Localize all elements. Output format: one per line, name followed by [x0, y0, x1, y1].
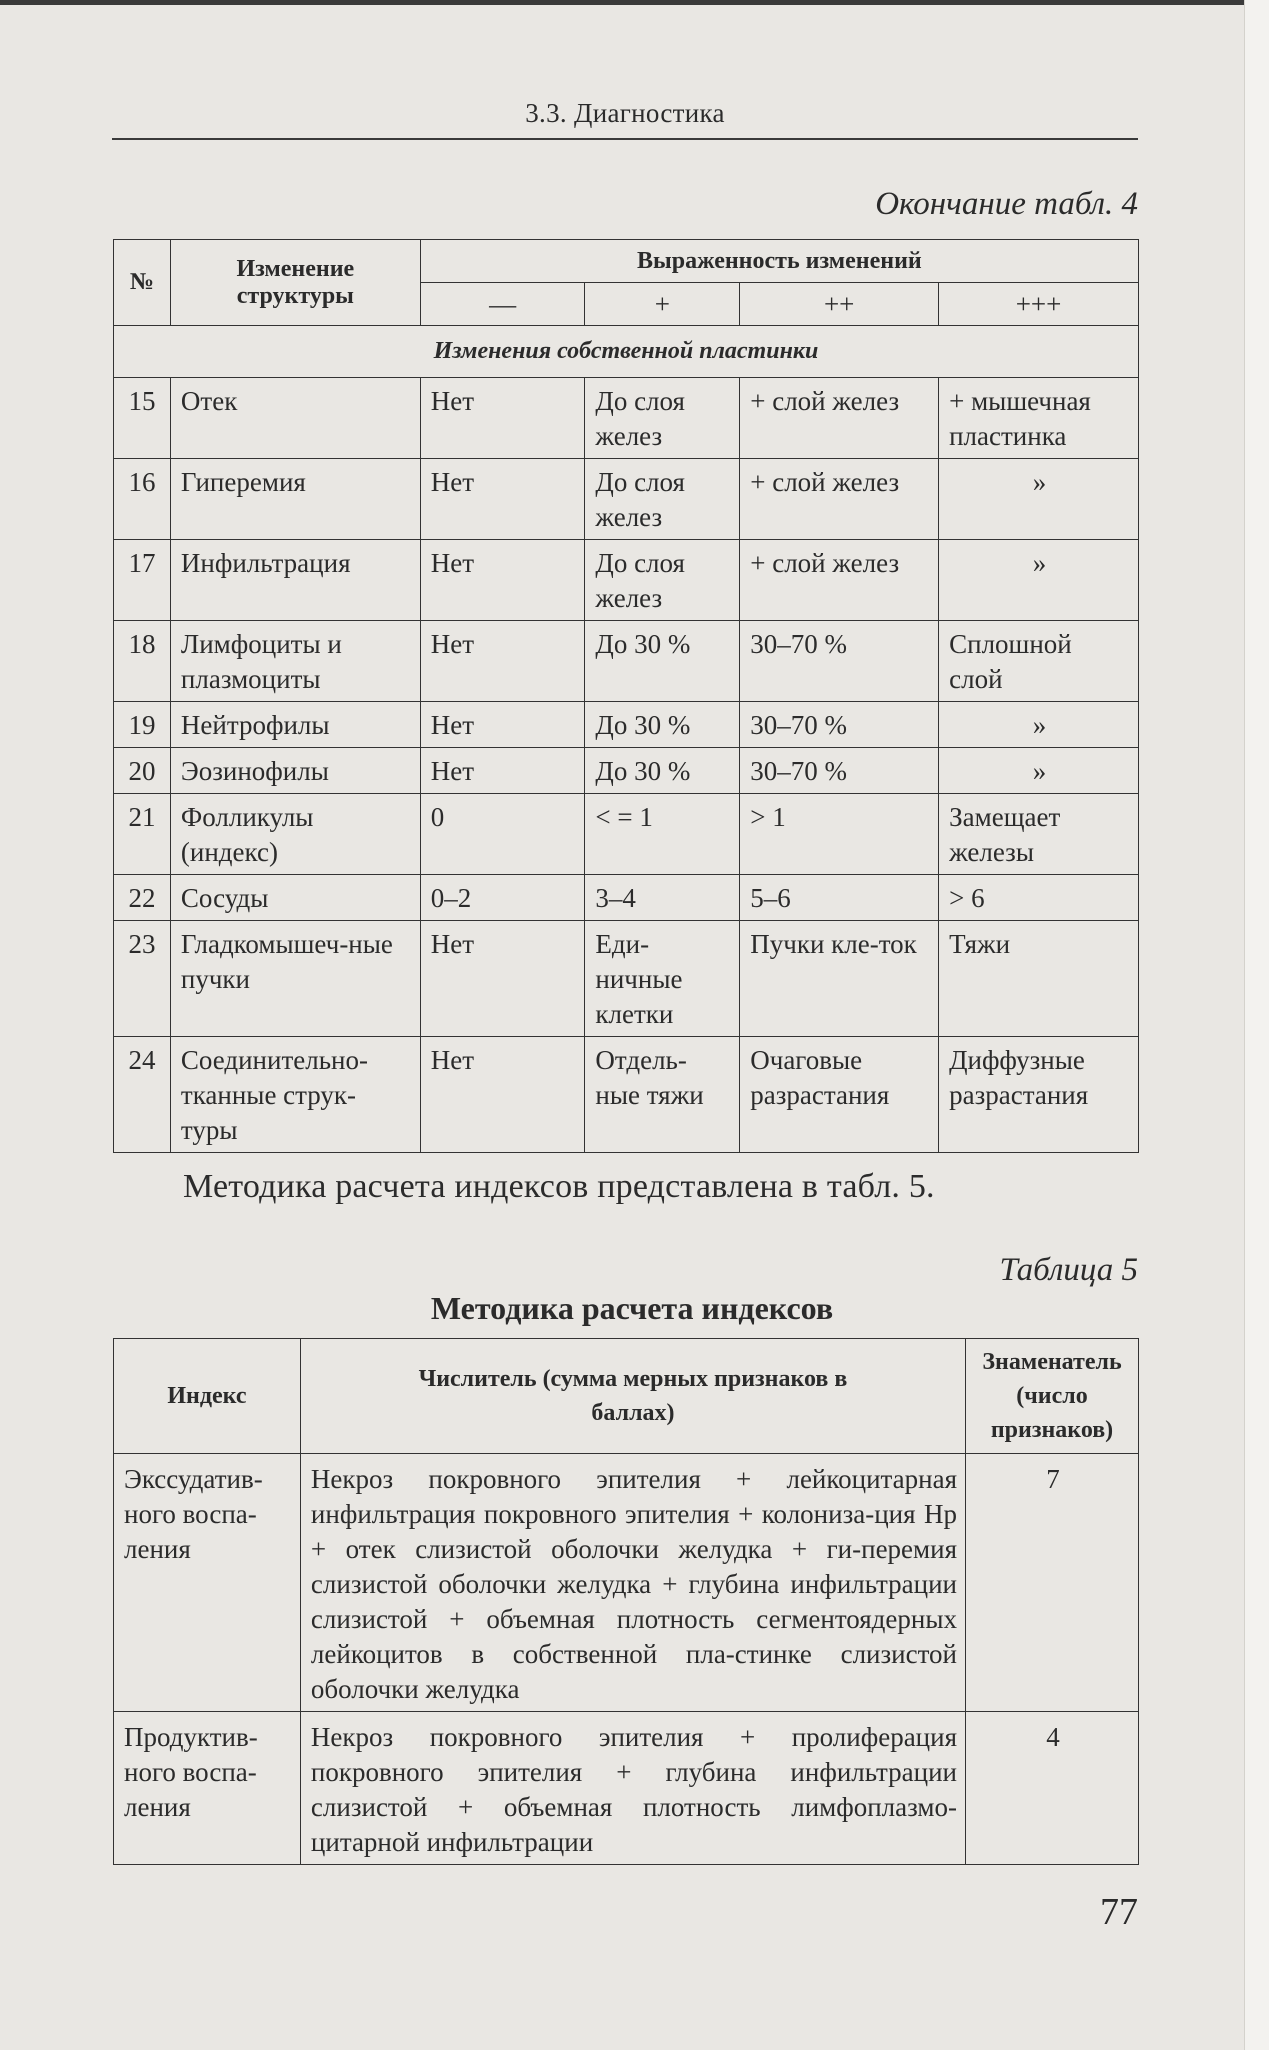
row-structure: Гладкомышеч-ные пучки: [170, 921, 420, 1037]
scan-top-edge: [0, 0, 1269, 5]
table-row: [114, 794, 1139, 875]
row-structure: Нейтрофилы: [170, 702, 420, 748]
row-number: 16: [114, 459, 171, 540]
row-cell-plus2: 30–70 %: [740, 621, 939, 702]
row-cell-plus: Отдель-ные тяжи: [585, 1037, 740, 1153]
table5-title: Методика расчета индексов: [430, 1290, 834, 1326]
header-numerator: Числитель (сумма мерных признаков в баллах): [300, 1339, 965, 1454]
row-cell-plus3: Сплошной слой: [939, 621, 1139, 702]
table-row: [114, 378, 1139, 459]
row-number: 21: [114, 794, 171, 875]
table-4: [113, 239, 1139, 1153]
row-cell-plus3: »: [939, 748, 1139, 794]
row-cell-plus3: Диффузные разрастания: [939, 1037, 1139, 1153]
section-heading: Изменения собственной пластинки: [114, 326, 1139, 378]
row-cell-plus3: > 6: [939, 875, 1139, 921]
scan-right-edge: [1244, 0, 1269, 2050]
row-cell-plus3: »: [939, 459, 1139, 540]
row-structure: Гиперемия: [170, 459, 420, 540]
row-cell-plus2: 30–70 %: [740, 748, 939, 794]
header-denominator: Знаменатель (число признаков): [966, 1339, 1139, 1454]
row-number: 23: [114, 921, 171, 1037]
row-cell-plus: До 30 %: [585, 748, 740, 794]
table4-continuation-caption: Окончание табл. 4: [875, 186, 1138, 222]
row-cell-plus2: + слой желез: [740, 540, 939, 621]
row-cell-none: Нет: [420, 702, 585, 748]
row-cell-plus3: Замещает железы: [939, 794, 1139, 875]
index-name: Продуктив-ного воспа-ления: [114, 1712, 301, 1865]
row-cell-plus3: »: [939, 540, 1139, 621]
header-change: Изменение структуры: [170, 240, 420, 326]
row-cell-none: 0: [420, 794, 585, 875]
row-structure: Отек: [170, 378, 420, 459]
table-row: [114, 540, 1139, 621]
header-level: +++: [939, 283, 1139, 326]
row-structure: Инфильтрация: [170, 540, 420, 621]
denominator-value: 7: [966, 1454, 1139, 1712]
row-cell-none: Нет: [420, 459, 585, 540]
row-cell-plus2: Пучки кле-ток: [740, 921, 939, 1037]
index-name: Экссудатив-ного воспа-ления: [114, 1454, 301, 1712]
row-cell-plus2: + слой желез: [740, 459, 939, 540]
header-level: —: [420, 283, 585, 326]
row-number: 24: [114, 1037, 171, 1153]
row-structure: Сосуды: [170, 875, 420, 921]
row-cell-none: Нет: [420, 1037, 585, 1153]
denominator-value: 4: [966, 1712, 1139, 1865]
row-cell-none: Нет: [420, 378, 585, 459]
numerator-formula: Некроз покровного эпителия + лейкоцитарная инфильтрация покровного эпителия + колониза-ция Hp + отек слизистой оболочки желудка + ги-перемия слизистой оболочки желудка + глубина инфильтрации слизистой + объемная плотность сегментоядерных лейкоцитов в собственной пла-стинке слизистой оболочки желудка: [300, 1454, 965, 1712]
row-cell-plus2: > 1: [740, 794, 939, 875]
row-cell-plus2: Очаговые разрастания: [740, 1037, 939, 1153]
row-structure: Эозинофилы: [170, 748, 420, 794]
header-index: Индекс: [114, 1339, 301, 1454]
row-cell-plus2: 30–70 %: [740, 702, 939, 748]
header-severity: Выраженность изменений: [420, 240, 1138, 283]
row-number: 20: [114, 748, 171, 794]
row-structure: Соединительно-тканные струк-туры: [170, 1037, 420, 1153]
row-cell-plus: < = 1: [585, 794, 740, 875]
row-cell-plus: Еди-ничные клетки: [585, 921, 740, 1037]
row-structure: Фолликулы (индекс): [170, 794, 420, 875]
row-number: 18: [114, 621, 171, 702]
table-row: [114, 702, 1139, 748]
row-cell-plus: До слоя желез: [585, 378, 740, 459]
table-row: [114, 748, 1139, 794]
table5-label: Таблица 5: [999, 1252, 1138, 1288]
page-number: 77: [1100, 1891, 1138, 1933]
header-level: +: [585, 283, 740, 326]
numerator-formula: Некроз покровного эпителия + пролиферация покровного эпителия + глубина инфильтрации слизистой + объемная плотность лимфоплазмо-цитарной инфильтрации: [300, 1712, 965, 1865]
row-cell-plus: До 30 %: [585, 621, 740, 702]
row-cell-plus3: + мышечная пластинка: [939, 378, 1139, 459]
row-cell-none: Нет: [420, 540, 585, 621]
row-cell-none: Нет: [420, 921, 585, 1037]
table-row: [114, 875, 1139, 921]
row-cell-none: 0–2: [420, 875, 585, 921]
row-cell-plus2: + слой желез: [740, 378, 939, 459]
row-cell-plus: 3–4: [585, 875, 740, 921]
row-structure: Лимфоциты и плазмоциты: [170, 621, 420, 702]
table-row: [114, 1454, 1139, 1712]
header-level: ++: [740, 283, 939, 326]
row-cell-plus: До 30 %: [585, 702, 740, 748]
table-row: [114, 621, 1139, 702]
table-row: [114, 1712, 1139, 1865]
row-cell-plus: До слоя желез: [585, 540, 740, 621]
body-sentence: Методика расчета индексов представлена в табл. 5.: [183, 1168, 935, 1205]
row-number: 19: [114, 702, 171, 748]
table-row: [114, 459, 1139, 540]
table-row: [114, 921, 1139, 1037]
row-number: 15: [114, 378, 171, 459]
row-cell-none: Нет: [420, 748, 585, 794]
row-cell-plus3: »: [939, 702, 1139, 748]
row-cell-plus3: Тяжи: [939, 921, 1139, 1037]
header-rule: [112, 138, 1138, 140]
running-head: 3.3. Диагностика: [525, 98, 725, 128]
row-number: 17: [114, 540, 171, 621]
row-cell-none: Нет: [420, 621, 585, 702]
row-cell-plus: До слоя желез: [585, 459, 740, 540]
row-number: 22: [114, 875, 171, 921]
header-num: №: [114, 240, 171, 326]
row-cell-plus2: 5–6: [740, 875, 939, 921]
table-5: [113, 1338, 1139, 1865]
table-row: [114, 1037, 1139, 1153]
